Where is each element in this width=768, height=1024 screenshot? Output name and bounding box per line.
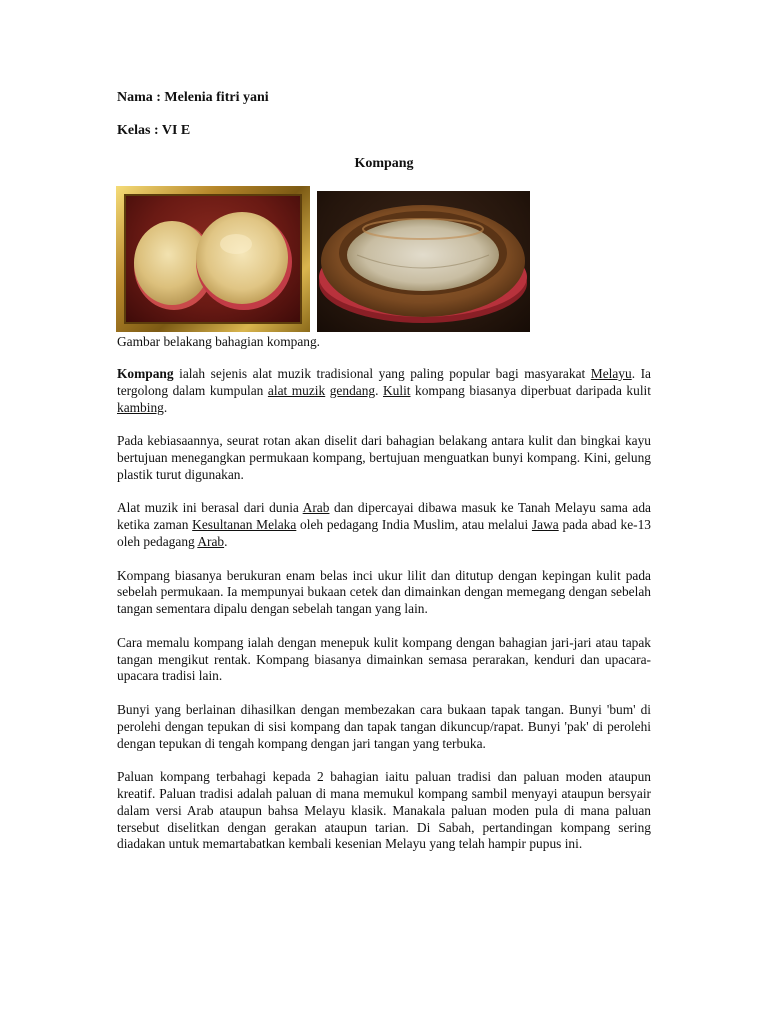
paragraph-5: Cara memalu kompang ialah dengan menepuk kulit kompang dengan bahagian jari-jari atau tapak tangan mengikut rentak. Kompang biasanya dimainkan semasa perarakan, kenduri dan upacara-upacara tradisi lain. <box>117 634 651 684</box>
student-class: Kelas : VI E <box>117 123 191 138</box>
link-kulit[interactable]: Kulit <box>382 382 411 398</box>
link-kambing[interactable]: kambing <box>117 399 164 415</box>
link-arab[interactable]: Arab <box>302 500 330 516</box>
paragraph-7: Paluan kompang terbahagi kepada 2 bahagian iaitu paluan tradisi dan paluan moden ataupun kreatif. Paluan tradisi adalah paluan di mana memukul kompang sambil menyayi ataupun bersyair dalam versi Arab ataupun bahsa Melayu klasik. Manakala paluan moden pula di mana paluan tersebut diselitkan dengan gerakan ataupun tarian. Di Sabah, pertandingan kompang sering diadakan untuk memartabatkan kembali kesenian Melayu yang telah hampir pupus ini. <box>117 769 651 852</box>
link-arab-2[interactable]: Arab <box>197 533 225 549</box>
paragraph-3: Alat muzik ini berasal dari dunia Arab dan dipercayai dibawa masuk ke Tanah Melayu sama ada ketika zaman Kesultanan Melaka oleh pedagang India Muslim, atau melalui Jawa pada abad ke-13 oleh pedagang Arab. <box>117 500 651 549</box>
kompang-wooden-rim-photo <box>317 191 530 332</box>
document-title: Kompang <box>354 156 414 171</box>
image-caption: Gambar belakang bahagian kompang. <box>117 334 321 349</box>
link-kesultanan-melaka[interactable]: Kesultanan Melaka <box>192 517 297 533</box>
paragraph-6: Bunyi yang berlainan dihasilkan dengan membezakan cara bukaan tapak tangan. Bunyi 'bum' di perolehi dengan tepukan di sisi kompang dan tapak tangan dikuncup/rapat. Bunyi 'pak' di perolehi dengan tepukan di tengah kompang dengan jari tangan yang terbuka. <box>117 701 651 751</box>
article-body <box>117 366 651 870</box>
paragraph-4: Kompang biasanya berukuran enam belas inci ukur lilit dan ditutup dengan kepingan kulit pada sebelah permukaan. Ia mempunyai bukaan cetek dan dimainkan dengan memegang dengan sebelah tangan sementara dipalu dengan sebelah tangan yang lain. <box>117 567 651 617</box>
kompang-term: Kompang <box>117 366 174 381</box>
link-jawa[interactable]: Jawa <box>531 517 559 533</box>
paragraph-1: Kompang ialah sejenis alat muzik tradisional yang paling popular bagi masyarakat Melayu. Ia tergolong dalam kumpulan alat muzik gendang. Kulit kompang biasanya diperbuat daripada kulit kambing. <box>117 366 651 415</box>
student-name: Nama : Melenia fitri yani <box>117 90 269 105</box>
link-gendang[interactable]: gendang <box>329 382 376 398</box>
paragraph-2: Pada kebiasaannya, seurat rotan akan diselit dari bahagian belakang antara kulit dan bingkai kayu bertujuan menegangkan permukaan kompang, bertujuan menguatkan bunyi kompang. Kini, gelung plastik turut digunakan. <box>117 433 651 482</box>
link-alat-muzik[interactable]: alat muzik <box>267 382 326 398</box>
kompang-pair-framed-photo <box>116 186 310 332</box>
link-melayu[interactable]: Melayu <box>590 366 632 381</box>
